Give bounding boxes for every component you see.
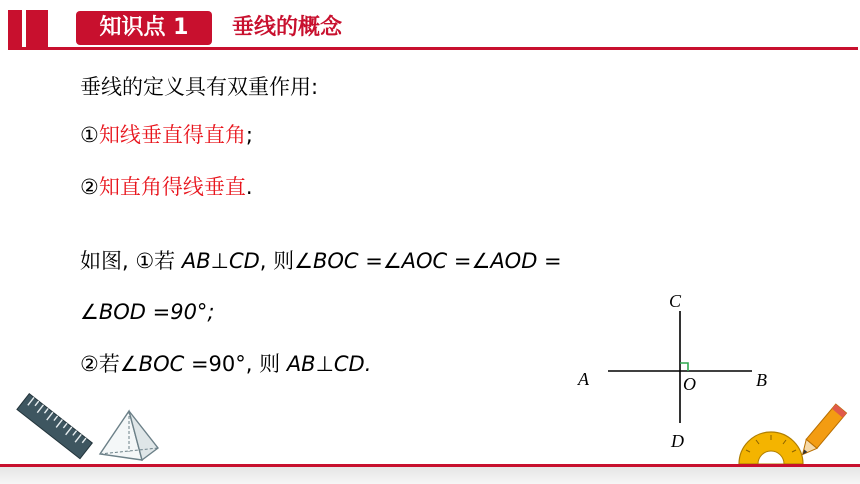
example-mid: , 则∠	[259, 249, 313, 273]
example-line-2	[80, 297, 215, 327]
point-two-mark: ②	[80, 175, 99, 199]
ruler-icon	[12, 392, 96, 462]
example-3-prefix: ②若∠	[80, 352, 139, 376]
label-a: A	[578, 369, 589, 389]
label-d: D	[671, 431, 684, 451]
point-two-end: .	[245, 175, 253, 199]
pyramid-icon	[96, 408, 162, 464]
definition-line	[80, 72, 318, 102]
header-divider	[8, 47, 858, 50]
example-angle-bod: ∠BOD =90°;	[80, 300, 215, 324]
point-two-text: 知直角得线垂直	[98, 175, 246, 199]
label-c: C	[669, 291, 682, 311]
example-math-perp: AB⊥CD	[181, 249, 260, 273]
header-decor-bar	[26, 10, 48, 48]
example-3-math: BOC	[138, 352, 185, 376]
point-two-line	[80, 172, 253, 202]
label-o: O	[683, 374, 696, 394]
example-3-end: AB⊥CD.	[286, 352, 372, 376]
example-angles: BOC =∠AOC =∠AOD =	[312, 249, 562, 273]
footer-band	[0, 467, 860, 484]
point-one-mark: ①	[80, 123, 99, 147]
right-angle-mark	[680, 363, 688, 371]
example-line-3	[80, 349, 371, 379]
point-one-end: ;	[245, 123, 253, 147]
definition-text: 垂线的定义具有双重作用:	[80, 75, 319, 99]
label-b: B	[756, 370, 767, 390]
point-one-text: 知线垂直得直角	[98, 123, 246, 147]
pencil-icon	[794, 400, 850, 466]
header-decor-bar	[8, 10, 22, 48]
point-one-line	[80, 120, 253, 150]
example-prefix: 如图, ①若	[80, 249, 176, 273]
example-line-1	[80, 246, 562, 276]
page-title: 垂线的概念	[232, 15, 343, 40]
example-3-mid: =90°, 则	[190, 352, 281, 376]
knowledge-point-tag: 知识点 1	[76, 11, 212, 45]
